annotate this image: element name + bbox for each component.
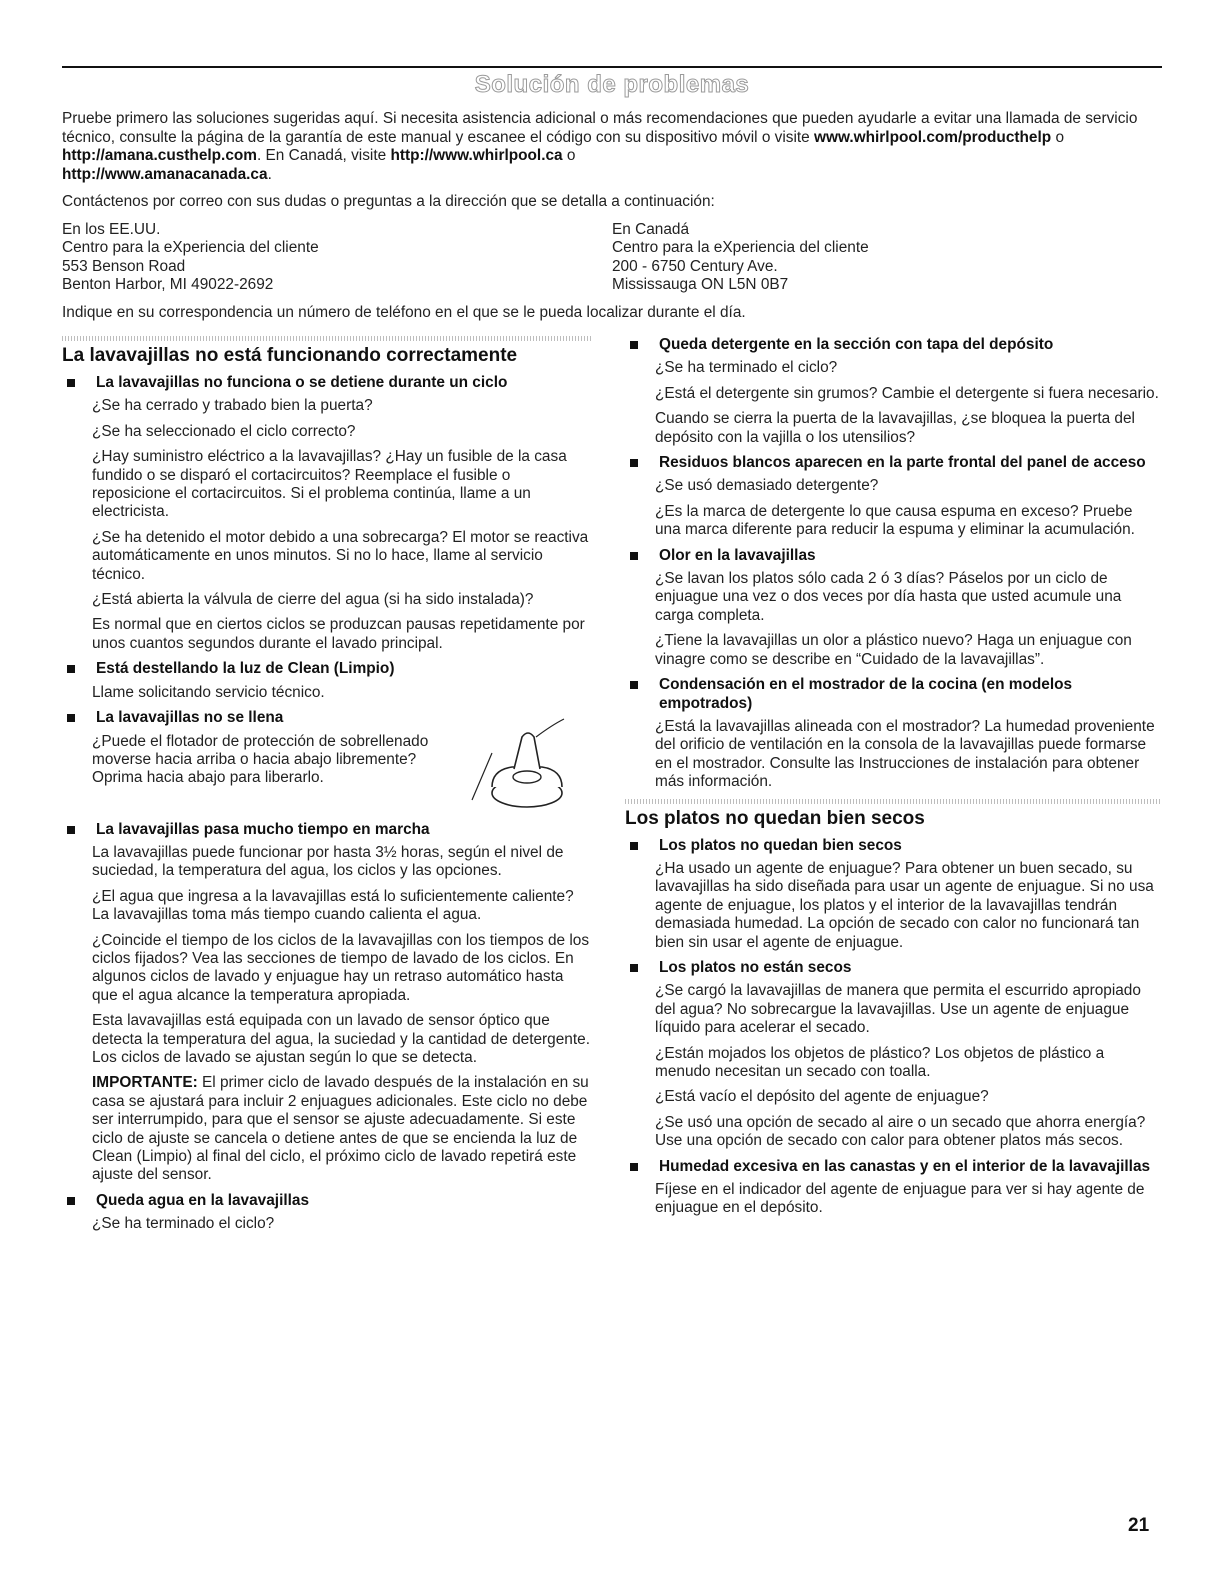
issue-body: [655, 982, 1160, 1150]
bullet-icon: [67, 379, 75, 387]
bullet-icon: [630, 1163, 638, 1171]
issue-body: [655, 1181, 1160, 1218]
link-amana-custhelp[interactable]: http://amana.custhelp.com: [62, 147, 257, 164]
intro-block: [62, 110, 1162, 331]
issue-heading-text: Los platos no quedan bien secos: [659, 836, 902, 854]
bullet-icon: [630, 842, 638, 850]
contact-text: Contáctenos por correo con sus dudas o preguntas a la dirección que se detalla a continuación:: [62, 193, 715, 210]
intro-or: o: [562, 147, 576, 164]
issue-heading-text: Residuos blancos aparecen en la parte frontal del panel de acceso: [659, 454, 1146, 472]
left-column: [62, 336, 592, 1241]
issue-condensation: [625, 676, 1160, 791]
issue-paragraph: Llame solicitando servicio técnico.: [92, 683, 325, 701]
overfill-float-illustration: [432, 715, 592, 815]
issue-paragraph: ¿Hay suministro eléctrico a la lavavajillas? ¿Hay un fusible de la casa fundido o se disparó el cortacircuitos? Reemplace el fusible o reposicione el cortacircuitos. Si el problema continúa, llame a un electricista.: [92, 448, 567, 521]
issue-paragraph: ¿Se ha seleccionado el ciclo correcto?: [92, 422, 356, 440]
bullet-icon: [67, 714, 75, 722]
issue-heading-text: La lavavajillas pasa mucho tiempo en marcha: [96, 820, 430, 838]
issue-paragraph: Es normal que en ciertos ciclos se produzcan pausas repetidamente por unos cuantos segundos durante el lavado principal.: [92, 616, 585, 652]
bullet-icon: [67, 1197, 75, 1205]
issue-paragraph: ¿Es la marca de detergente lo que causa espuma en exceso? Pruebe una marca diferente para reducir la espuma y eliminar la acumulación.: [655, 502, 1135, 539]
address-line: 553 Benson Road: [62, 257, 186, 275]
bullet-icon: [630, 341, 638, 349]
address-line: En los EE.UU.: [62, 220, 161, 238]
issue-not-filling: [62, 709, 592, 814]
issue-paragraph: ¿Está la lavavajillas alineada con el mostrador? La humedad proveniente del orificio de ventilación en la consola de la lavavajillas puede formarse en el mostrador. Consulte las Instrucciones de instalación para obtener más información.: [655, 717, 1155, 791]
issue-paragraph: ¿Se usó demasiado detergente?: [655, 477, 879, 495]
issue-heading-text: Condensación en el mostrador de la cocina (en modelos empotrados): [659, 676, 1073, 712]
issue-heading: [62, 374, 592, 392]
issue-heading: [625, 1158, 1160, 1176]
intro-paragraph: [62, 110, 1162, 184]
address-line: Benton Harbor, MI 49022-2692: [62, 276, 274, 293]
issue-body: [655, 570, 1160, 669]
bullet-icon: [630, 459, 638, 467]
issue-paragraph: ¿Está vacío el depósito del agente de enjuague?: [655, 1088, 989, 1106]
issue-odor: [625, 547, 1160, 669]
issue-not-running: [62, 374, 592, 653]
page-title: Solución de problemas: [474, 71, 750, 98]
address-line: Centro para la eXperiencia del cliente: [62, 239, 319, 256]
important-label: IMPORTANTE:: [92, 1074, 198, 1092]
issue-heading: [62, 660, 592, 678]
issue-paragraph: ¿Se ha terminado el ciclo?: [655, 359, 838, 377]
section-title-not-dry: Los platos no quedan bien secos: [625, 807, 925, 829]
issue-paragraph: ¿Se ha terminado el ciclo?: [92, 1215, 275, 1233]
issue-paragraph: Esta lavavajillas está equipada con un lavado de sensor óptico que detecta la temperatura del agua, la suciedad y la cantidad de detergente. Los ciclos de lavado se ajustan según lo que se detecta.: [92, 1012, 590, 1066]
top-rule: [62, 66, 1162, 68]
issue-clean-light: [62, 660, 592, 702]
issue-heading-text: Humedad excesiva en las canastas y en el interior de la lavavajillas: [659, 1157, 1151, 1175]
bullet-icon: [630, 964, 638, 972]
bullet-icon: [630, 552, 638, 560]
phone-note: Indique en su correspondencia un número de teléfono en el que se le pueda localizar durante el día.: [62, 303, 746, 321]
issue-paragraph: ¿Está abierta la válvula de cierre del agua (si ha sido instalada)?: [92, 591, 534, 609]
bullet-icon: [630, 681, 638, 689]
canada-address: [612, 221, 1162, 295]
intro-or: o: [1051, 128, 1065, 146]
issue-white-residue: [625, 454, 1160, 540]
issue-paragraph: La lavavajillas puede funcionar por hasta 3½ horas, según el nivel de suciedad, la temperatura del agua, los ciclos y las opciones.: [92, 843, 564, 880]
issue-body: [655, 860, 1160, 952]
intro-period: .: [267, 165, 272, 183]
issue-heading: [625, 959, 1160, 977]
issue-heading: [625, 837, 1160, 855]
address-line: Centro para la eXperiencia del cliente: [612, 239, 869, 256]
issue-body: [655, 477, 1160, 539]
link-whirlpool-producthelp[interactable]: www.whirlpool.com/producthelp: [814, 128, 1052, 146]
issue-heading-text: Los platos no están secos: [659, 958, 852, 976]
bullet-icon: [67, 665, 75, 673]
page-number: 21: [1128, 1515, 1150, 1536]
issue-body: [92, 733, 592, 815]
intro-canada-text: . En Canadá, visite: [256, 147, 391, 164]
issue-body: [655, 359, 1160, 447]
issue-paragraph: ¿Tiene la lavavajillas un olor a plástico nuevo? Haga un enjuague con vinagre como se describe en “Cuidado de la lavavajillas”.: [655, 632, 1132, 668]
issue-paragraph: ¿Está el detergente sin grumos? Cambie el detergente si fuera necesario.: [655, 384, 1159, 402]
issue-heading: [62, 821, 592, 839]
issue-heading-text: Queda detergente en la sección con tapa del depósito: [659, 336, 1054, 353]
issue-heading-text: Queda agua en la lavavajillas: [96, 1191, 310, 1209]
right-column: [625, 336, 1160, 1225]
issue-body: [655, 718, 1160, 792]
issue-long-runtime: [62, 821, 592, 1185]
issue-heading-text: Está destellando la luz de Clean (Limpio): [96, 660, 395, 678]
issue-dishes-not-dry: [625, 837, 1160, 952]
address-line: Mississauga ON L5N 0B7: [612, 276, 789, 293]
issue-heading: [62, 1192, 592, 1210]
issue-paragraph: ¿Se ha cerrado y trabado bien la puerta?: [92, 397, 373, 415]
section-title-not-working: La lavavajillas no está funcionando correctamente: [62, 345, 518, 366]
issue-paragraph: ¿Ha usado un agente de enjuague? Para obtener un buen secado, su lavavajillas ha sido diseñada para usar un agente de enjuague. Si no usa agente de enjuague, los platos y el interior de la lavavajillas tendrán demasiada humedad. La opción de secado con calor no funcionará tan bien sin usar el agente de enjuague.: [655, 859, 1154, 951]
issue-body: [92, 397, 592, 653]
bullet-icon: [67, 826, 75, 834]
issue-dishes-wet: [625, 959, 1160, 1151]
issue-paragraph: ¿Puede el flotador de protección de sobrellenado moverse hacia arriba o hacia abajo libremente? Oprima hacia abajo para liberarlo.: [92, 732, 429, 787]
address-line: 200 - 6750 Century Ave.: [612, 257, 778, 275]
issue-heading-text: La lavavajillas no se llena: [96, 709, 284, 727]
issue-paragraph: ¿El agua que ingresa a la lavavajillas está lo suficientemente caliente? La lavavajillas toma más tiempo cuando calienta el agua.: [92, 887, 574, 924]
issue-heading: [625, 454, 1160, 472]
important-note: [92, 1074, 592, 1184]
issue-paragraph: Fíjese en el indicador del agente de enjuague para ver si hay agente de enjuague en el depósito.: [655, 1181, 1145, 1217]
issue-heading-text: Olor en la lavavajillas: [659, 546, 816, 564]
issue-paragraph: ¿Se cargó la lavavajillas de manera que permita el escurrido apropiado del agua? No sobrecargue la lavavajillas. Use un agente de enjuague líquido para acelerar el secado.: [655, 982, 1141, 1037]
link-whirlpool-ca[interactable]: http://www.whirlpool.ca: [390, 147, 563, 164]
issue-body: [92, 1215, 592, 1233]
link-amanacanada[interactable]: http://www.amanacanada.ca: [62, 165, 268, 183]
issue-body: [92, 684, 592, 702]
issue-paragraph: ¿Coincide el tiempo de los ciclos de la lavavajillas con los tiempos de los ciclos fijados? Vea las secciones de tiempo de lavado de los ciclos. En algunos ciclos de lavado y enjuague hay un retraso automático hasta que el agua alcance la temperatura apropiada.: [92, 931, 590, 1004]
us-address: [62, 221, 612, 295]
issue-heading: [625, 676, 1160, 713]
issue-paragraph: ¿Se lavan los platos sólo cada 2 ó 3 días? Páselos por un ciclo de enjuague una vez o dos veces por día hasta que usted acumule una carga completa.: [655, 570, 1122, 624]
section-rule: [625, 799, 1160, 804]
issue-heading: [625, 336, 1160, 354]
address-line: En Canadá: [612, 220, 690, 238]
issue-body: [92, 844, 592, 1185]
issue-paragraph: ¿Están mojados los objetos de plástico? Los objetos de plástico a menudo necesitan un secado con toalla.: [655, 1044, 1105, 1080]
address-block: [62, 221, 1162, 295]
section-rule: [62, 336, 592, 341]
issue-water-remains: [62, 1192, 592, 1234]
issue-heading-text: La lavavajillas no funciona o se detiene durante un ciclo: [96, 374, 508, 391]
issue-paragraph: ¿Se usó una opción de secado al aire o un secado que ahorra energía? Use una opción de secado con calor para obtener platos más secos.: [655, 1113, 1146, 1150]
issue-heading: [625, 547, 1160, 565]
issue-paragraph: Cuando se cierra la puerta de la lavavajillas, ¿se bloquea la puerta del depósito con la vajilla o los utensilios?: [655, 410, 1135, 446]
issue-excess-moisture: [625, 1158, 1160, 1218]
important-text: El primer ciclo de lavado después de la instalación en su casa se ajustará para incluir 2 enjuagues adicionales. Este ciclo no debe ser interrumpido, para que el sensor se ajuste adecuadamente. Si este ciclo de ajuste se cancela o detiene antes de que se encienda la luz de Clean (Limpio) al final del ciclo, el próximo ciclo de lavado repetirá este ajuste del sensor.: [92, 1074, 589, 1184]
intro-text: Pruebe primero las soluciones sugeridas aquí. Si necesita asistencia adicional o más recomendaciones que pueden ayudarle a evitar una llamada de servicio técnico, consulte la página de la garantía de este manual y escanee el código con su dispositivo móvil o visite: [62, 110, 1138, 146]
issue-detergent-remains: [625, 336, 1160, 447]
issue-paragraph: ¿Se ha detenido el motor debido a una sobrecarga? El motor se reactiva automáticamente en unos minutos. Si no lo hace, llame al servicio técnico.: [92, 528, 589, 583]
